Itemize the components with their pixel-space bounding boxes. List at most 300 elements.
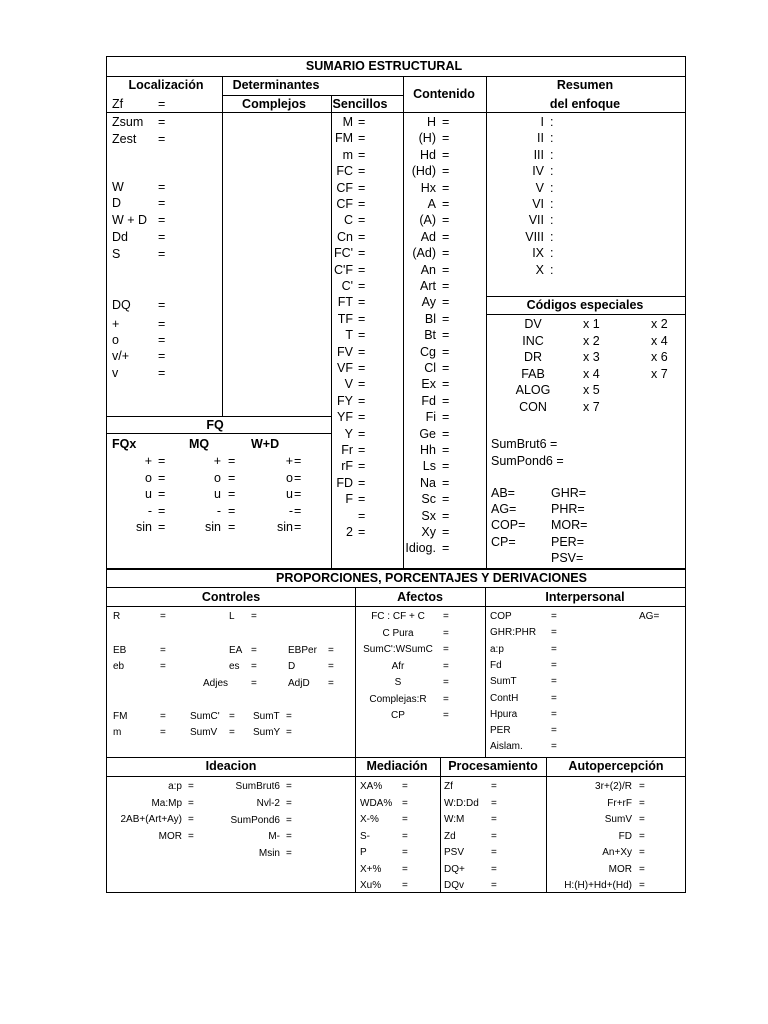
loc-label: S	[112, 247, 121, 261]
interpersonal-label: a:p	[490, 643, 504, 655]
fq-row-label: u	[214, 487, 221, 502]
sencillo-label: Cn	[337, 229, 353, 244]
resumen-label: VI	[532, 197, 544, 211]
codigo-label: CON	[519, 400, 547, 414]
fq-row-label: u	[286, 487, 293, 502]
contenido-label: An	[420, 262, 436, 277]
sencillo-eq: =	[358, 508, 366, 523]
contenido-eq: =	[442, 393, 450, 408]
afectos-label: Complejas:R	[369, 693, 427, 705]
fq-row-eq: =	[294, 520, 302, 535]
contenido-label: Xy	[421, 525, 436, 539]
interpersonal-label: PER	[490, 725, 511, 737]
rule-v	[331, 95, 332, 568]
controles-eq: =	[286, 727, 292, 738]
sencillo-eq: =	[358, 131, 366, 146]
header-mediacion: Mediación	[366, 759, 428, 773]
sencillo-eq: =	[358, 229, 366, 244]
fq-row-eq: =	[158, 470, 166, 485]
special-pair-a: COP=	[491, 518, 526, 533]
contenido-label: H	[426, 115, 436, 129]
rule-h	[106, 416, 331, 417]
resumen-colon: :	[550, 164, 554, 179]
interpersonal-label: ContH	[490, 692, 519, 704]
loc-eq: =	[158, 230, 166, 244]
rule-h	[106, 606, 686, 607]
controles-label: SumV	[190, 727, 218, 738]
contenido-label: Fi	[425, 410, 436, 425]
contenido-label: Hx	[420, 180, 436, 195]
contenido-eq: =	[442, 525, 450, 539]
sencillo-label: FV	[337, 344, 353, 359]
contenido-eq: =	[442, 426, 450, 441]
loc-label: +	[112, 317, 120, 331]
autopercepcion-eq: =	[639, 863, 645, 875]
afectos-label: SumC':WSumC	[363, 644, 433, 655]
special-pair-b: GHR=	[551, 486, 587, 500]
rule-v	[403, 76, 404, 568]
controles-label: FM	[113, 711, 128, 722]
sencillo-label: CF	[336, 180, 353, 195]
loc-eq: =	[158, 349, 166, 363]
fq-row-eq: =	[294, 487, 302, 502]
sencillo-label: M	[342, 115, 353, 129]
contenido-label: (A)	[419, 213, 436, 228]
ideacion-eq: =	[286, 831, 292, 843]
contenido-eq: =	[442, 459, 450, 474]
sencillo-eq: =	[358, 246, 366, 261]
rule-h	[486, 112, 686, 113]
sencillo-eq: =	[358, 410, 366, 425]
contenido-label: Ay	[421, 295, 436, 310]
contenido-eq: =	[442, 147, 450, 162]
loc-eq: =	[158, 132, 166, 146]
resumen-label: II	[537, 131, 544, 146]
rule-v	[106, 568, 107, 893]
controles-eq: =	[160, 727, 166, 738]
fq-row-label: sin	[277, 520, 293, 535]
sencillo-eq: =	[358, 262, 366, 277]
sencillo-label: YF	[337, 410, 353, 425]
rule-v	[440, 757, 441, 893]
loc-label: v	[112, 366, 119, 380]
procesamiento-label: W:D:Dd	[444, 797, 479, 809]
rule-v	[685, 56, 686, 568]
special-pair-a: AB=	[491, 486, 515, 500]
mediacion-eq: =	[402, 830, 408, 842]
contenido-eq: =	[442, 311, 450, 326]
interpersonal-eq: =	[551, 708, 557, 720]
rule-v	[355, 757, 356, 893]
loc-label: v/+	[112, 349, 130, 363]
resumen-colon: :	[550, 229, 554, 244]
ideacion-left-label: MOR	[158, 830, 182, 842]
codigo-x2: x 6	[651, 350, 668, 365]
resumen-colon: :	[550, 180, 554, 195]
autopercepcion-eq: =	[639, 830, 645, 842]
loc-label: Zf	[112, 97, 124, 111]
contenido-label: (H)	[418, 131, 436, 146]
contenido-eq: =	[442, 279, 450, 293]
controles-eq: =	[160, 711, 166, 722]
mediacion-label: Xu%	[360, 880, 382, 891]
contenido-eq: =	[442, 541, 450, 556]
resumen-label: IX	[532, 246, 544, 261]
section-proporciones-title: PROPORCIONES, PORCENTAJES Y DERIVACIONES	[276, 571, 587, 585]
rule-v	[106, 56, 107, 568]
contenido-eq: =	[442, 328, 450, 343]
loc-eq: =	[158, 97, 166, 111]
sencillo-eq: =	[358, 197, 366, 211]
ideacion-right-label: Msin	[258, 848, 280, 860]
codigo-x1: x 4	[583, 366, 600, 381]
fq-row-eq: =	[294, 470, 302, 485]
sencillo-eq: =	[358, 147, 366, 162]
autopercepcion-eq: =	[639, 847, 645, 858]
contenido-eq: =	[442, 377, 450, 392]
afectos-label: Afr	[391, 660, 405, 672]
controles-eq: =	[160, 645, 166, 656]
sencillo-label: C'	[341, 279, 353, 293]
mediacion-label: X+%	[360, 863, 382, 875]
procesamiento-eq: =	[491, 863, 497, 875]
sencillo-label: 2	[346, 525, 353, 539]
sencillo-label: T	[345, 328, 353, 343]
controles-eq: =	[328, 678, 334, 689]
controles-label: L	[229, 611, 235, 622]
controles-label: eb	[113, 661, 125, 672]
fq-row-label: u	[145, 487, 152, 502]
sencillo-label: FC'	[333, 246, 353, 261]
sencillo-label: C'F	[333, 262, 353, 277]
loc-eq: =	[158, 196, 166, 210]
controles-eq: =	[160, 611, 166, 622]
controles-eq: =	[229, 727, 235, 738]
contenido-eq: =	[442, 262, 450, 277]
loc-label: DQ	[112, 298, 131, 312]
loc-eq: =	[158, 333, 166, 347]
fq-col-fqx: FQx	[112, 437, 137, 451]
controles-label: AdjD	[288, 678, 310, 689]
sencillo-label: V	[344, 377, 353, 392]
afectos-eq: =	[443, 677, 449, 688]
resumen-label: III	[533, 147, 544, 162]
interpersonal-label: COP	[490, 611, 512, 622]
afectos-eq: =	[443, 611, 449, 622]
loc-label: Zsum	[112, 115, 144, 129]
controles-eq: =	[229, 711, 235, 722]
procesamiento-eq: =	[491, 830, 497, 842]
codigo-label: DR	[523, 350, 543, 365]
contenido-eq: =	[442, 492, 450, 507]
mediacion-eq: =	[402, 781, 408, 792]
fq-row-label: +	[144, 454, 152, 468]
fq-row-label: sin	[205, 520, 221, 535]
sencillo-eq: =	[358, 311, 366, 326]
sencillo-label: FM	[334, 131, 353, 146]
header-del-enfoque: del enfoque	[549, 97, 621, 111]
contenido-eq: =	[442, 131, 450, 146]
contenido-label: Art	[420, 279, 436, 293]
ideacion-left-label: 2AB+(Art+Ay)	[120, 814, 182, 825]
controles-eq: =	[328, 645, 334, 656]
contenido-eq: =	[442, 410, 450, 425]
rule-h	[106, 76, 686, 77]
loc-label: o	[112, 333, 119, 347]
mediacion-label: S-	[360, 830, 370, 842]
sencillo-label: F	[345, 492, 353, 507]
mediacion-label: WDA%	[360, 797, 393, 809]
fq-row-label: +	[285, 454, 293, 468]
resumen-colon: :	[550, 197, 554, 211]
procesamiento-eq: =	[491, 880, 497, 891]
fq-row-label: o	[214, 470, 221, 485]
rule-h	[106, 776, 686, 777]
sencillo-eq: =	[358, 361, 366, 375]
afectos-label: FC : CF + C	[371, 611, 425, 622]
mediacion-eq: =	[402, 847, 408, 858]
contenido-eq: =	[442, 164, 450, 179]
sencillo-eq: =	[358, 328, 366, 343]
codigo-x1: x 5	[583, 383, 600, 398]
sencillo-label: TF	[337, 311, 353, 326]
contenido-label: (Ad)	[412, 246, 436, 261]
special-pair-b: PHR=	[551, 502, 585, 517]
header-ideacion: Ideacion	[205, 759, 257, 773]
autopercepcion-label: SumV	[604, 814, 632, 825]
ideacion-eq: =	[286, 848, 292, 860]
contenido-label: Bt	[424, 328, 436, 343]
resumen-colon: :	[550, 262, 554, 277]
fq-col-wd: W+D	[251, 437, 280, 451]
interpersonal-eq: =	[551, 643, 557, 655]
sencillo-label: FD	[336, 475, 353, 490]
rule-h	[106, 112, 403, 113]
header-contenido: Contenido	[413, 87, 475, 101]
sencillo-label: C	[343, 213, 353, 228]
special-pair-b: PER=	[551, 534, 585, 549]
afectos-eq: =	[443, 627, 449, 639]
rule-h	[486, 296, 686, 297]
special-pair-a: CP=	[491, 534, 516, 549]
codigo-x1: x 2	[583, 333, 600, 348]
ideacion-eq: =	[286, 797, 292, 809]
rule-h	[106, 587, 686, 588]
afectos-eq: =	[443, 644, 449, 655]
sumbrut-label: SumPond6 =	[491, 454, 564, 468]
autopercepcion-label: An+Xy	[602, 847, 632, 858]
autopercepcion-eq: =	[639, 797, 645, 809]
interpersonal-label: GHR:PHR	[490, 627, 537, 639]
ideacion-eq: =	[188, 814, 194, 825]
afectos-eq: =	[443, 660, 449, 672]
contenido-eq: =	[442, 246, 450, 261]
resumen-colon: :	[550, 131, 554, 146]
controles-eq: =	[328, 661, 334, 672]
resumen-colon: :	[550, 213, 554, 228]
interpersonal-eq: =	[551, 692, 557, 704]
loc-eq: =	[158, 247, 166, 261]
rule-h	[403, 112, 486, 113]
contenido-label: Hh	[420, 443, 436, 457]
sencillo-eq: =	[358, 279, 366, 293]
mediacion-eq: =	[402, 814, 408, 825]
rule-h	[106, 568, 686, 570]
fq-row-eq: =	[228, 520, 236, 535]
fq-row-label: -	[147, 503, 152, 518]
procesamiento-label: Zd	[444, 830, 456, 842]
contenido-eq: =	[442, 443, 450, 457]
special-pair-b: MOR=	[551, 518, 588, 533]
fq-row-eq: =	[294, 454, 302, 468]
header-fq: FQ	[206, 418, 224, 432]
loc-label: W	[112, 180, 124, 194]
sencillo-eq: =	[358, 180, 366, 195]
resumen-label: I	[540, 115, 544, 129]
autopercepcion-label: 3r+(2)/R	[595, 781, 632, 792]
procesamiento-eq: =	[491, 781, 497, 792]
interpersonal-label: Hpura	[490, 708, 518, 720]
ag-label: AG=	[639, 611, 660, 622]
codigo-label: INC	[522, 333, 544, 348]
resumen-label: VIII	[525, 229, 544, 244]
header-interpersonal: Interpersonal	[545, 590, 625, 604]
loc-label: Dd	[112, 230, 128, 244]
sencillo-eq: =	[358, 459, 366, 474]
sencillo-label: VF	[337, 361, 353, 375]
fq-row-eq: =	[228, 487, 236, 502]
interpersonal-eq: =	[551, 627, 557, 639]
controles-label: Adjes	[203, 678, 229, 689]
contenido-label: Ad	[420, 229, 436, 244]
loc-eq: =	[158, 317, 166, 331]
loc-eq: =	[158, 298, 166, 312]
codigo-x2: x 2	[651, 317, 668, 331]
controles-eq: =	[251, 661, 257, 672]
sencillo-eq: =	[358, 393, 366, 408]
procesamiento-eq: =	[491, 797, 497, 809]
ideacion-right-label: SumBrut6	[235, 781, 280, 792]
rule-h	[106, 892, 686, 893]
fq-row-eq: =	[228, 454, 236, 468]
procesamiento-label: DQ+	[444, 863, 465, 875]
codigo-x1: x 7	[583, 400, 600, 414]
loc-label: W + D	[112, 213, 148, 227]
fq-row-label: o	[145, 470, 152, 485]
codigo-x1: x 1	[583, 317, 600, 331]
ideacion-right-label: M-	[268, 831, 280, 843]
controles-eq: =	[286, 711, 292, 722]
header-codigos-especiales: Códigos especiales	[526, 298, 644, 312]
ideacion-eq: =	[188, 781, 194, 792]
mediacion-label: X-%	[360, 814, 379, 825]
rule-h	[106, 56, 686, 57]
header-resumen: Resumen	[556, 78, 614, 92]
fq-row-eq: =	[158, 487, 166, 502]
fq-row-label: +	[213, 454, 221, 468]
resumen-label: VII	[528, 213, 544, 228]
sencillo-label: m	[342, 147, 353, 162]
controles-label: D	[288, 661, 296, 672]
sencillo-label: FC	[336, 164, 353, 179]
autopercepcion-label: H:(H)+Hd+(Hd)	[564, 880, 632, 891]
contenido-eq: =	[442, 229, 450, 244]
special-pair-b: PSV=	[551, 550, 584, 565]
controles-label: SumT	[253, 711, 280, 722]
contenido-eq: =	[442, 508, 450, 523]
mediacion-eq: =	[402, 797, 408, 809]
autopercepcion-eq: =	[639, 781, 645, 792]
fq-row-label: o	[286, 470, 293, 485]
sencillo-eq: =	[358, 295, 366, 310]
contenido-label: (Hd)	[411, 164, 436, 179]
controles-eq: =	[251, 678, 257, 689]
fq-row-label: -	[216, 503, 221, 518]
contenido-eq: =	[442, 344, 450, 359]
header-controles: Controles	[201, 590, 261, 604]
autopercepcion-eq: =	[639, 880, 645, 891]
ideacion-left-label: Ma:Mp	[151, 797, 182, 809]
rule-v	[546, 757, 547, 893]
afectos-label: CP	[391, 710, 405, 721]
header-sencillos: Sencillos	[332, 97, 388, 111]
controles-label: m	[113, 727, 122, 738]
contenido-label: Idiog.	[405, 541, 436, 556]
controles-label: SumC'	[190, 711, 220, 722]
interpersonal-label: SumT	[490, 676, 517, 688]
ideacion-eq: =	[286, 781, 292, 792]
fq-row-eq: =	[228, 470, 236, 485]
header-determinantes: Determinantes	[232, 78, 320, 92]
autopercepcion-label: FD	[618, 830, 632, 842]
contenido-eq: =	[442, 475, 450, 490]
loc-label: Zest	[112, 132, 137, 146]
sencillo-eq: =	[358, 115, 366, 129]
fq-row-label: sin	[136, 520, 152, 535]
procesamiento-label: DQv	[444, 880, 464, 891]
contenido-label: Fd	[421, 393, 436, 408]
header-localizacion: Localización	[128, 78, 204, 92]
sencillo-eq: =	[358, 492, 366, 507]
afectos-label: C Pura	[382, 627, 414, 639]
sencillo-label: Fr	[341, 443, 353, 457]
sencillo-eq: =	[358, 426, 366, 441]
loc-eq: =	[158, 180, 166, 194]
sumbrut-label: SumBrut6 =	[491, 437, 558, 451]
sencillo-eq: =	[358, 525, 366, 539]
resumen-colon: :	[550, 115, 554, 129]
contenido-eq: =	[442, 213, 450, 228]
contenido-label: Ge	[419, 426, 436, 441]
contenido-eq: =	[442, 361, 450, 375]
controles-label: EBPer	[288, 645, 317, 656]
sencillo-eq: =	[358, 443, 366, 457]
mediacion-eq: =	[402, 863, 408, 875]
special-pair-a: AG=	[491, 502, 517, 517]
resumen-label: V	[535, 180, 544, 195]
sencillo-label: FT	[337, 295, 353, 310]
ideacion-eq: =	[286, 814, 292, 826]
loc-label: D	[112, 196, 122, 210]
interpersonal-eq: =	[551, 659, 557, 671]
loc-eq: =	[158, 213, 166, 227]
afectos-eq: =	[443, 693, 449, 705]
contenido-eq: =	[442, 115, 450, 129]
interpersonal-eq: =	[551, 725, 557, 737]
interpersonal-label: Fd	[490, 659, 502, 671]
controles-label: SumY	[253, 727, 281, 738]
autopercepcion-label: MOR	[608, 863, 632, 875]
